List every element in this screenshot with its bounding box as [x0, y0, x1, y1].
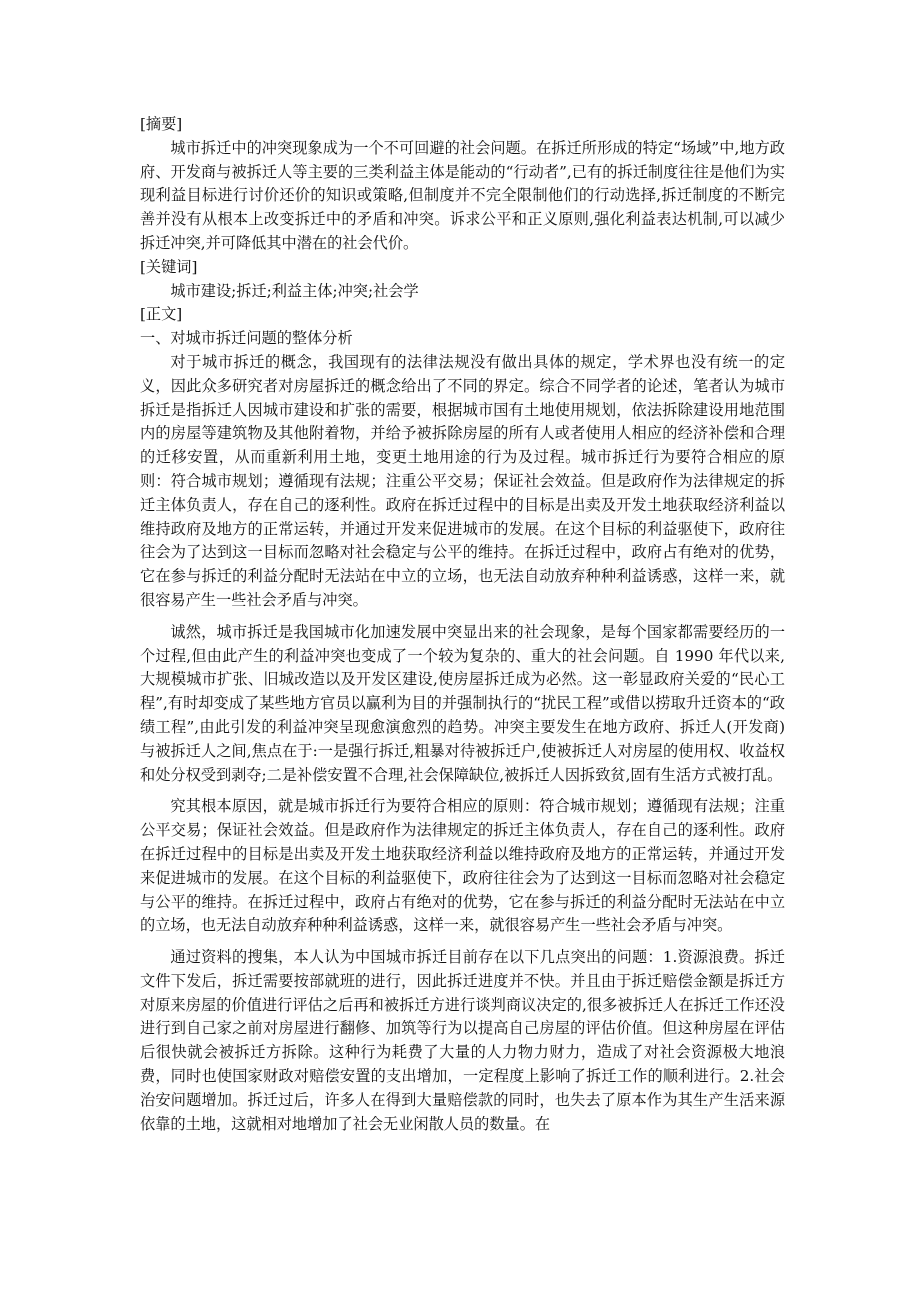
keywords-label: [关键词] [140, 257, 198, 276]
section-heading: 一、对城市拆迁问题的整体分析 [140, 329, 353, 348]
body-label: [正文] [140, 305, 183, 324]
abstract-text: 城市拆迁中的冲突现象成为一个不可回避的社会问题。在拆迁所形成的特定“场域”中,地方政府、开发商与被拆迁人等主要的三类利益主体是能动的“行动者”,已有的拆迁制度往往是他们为实现利益目标进行讨价还价的知识或策略,但制度并不完全限制他们的行动选择,拆迁制度的不断完善并没有从根本上改变拆迁中的矛盾和冲突。诉求公平和正义原则,强化利益表达机制,可以减少拆迁冲突,并可降低其中潜在的社会代价。 [140, 138, 785, 252]
document-page [140, 113, 785, 1136]
body-paragraph-2: 诚然，城市拆迁是我国城市化加速发展中突显出来的社会现象，是每个国家都需要经历的一个过程,但由此产生的利益冲突也变成了一个较为复杂的、重大的社会问题。自 1990 年代以来,大规模城市扩张、旧城改造以及开发区建设,使房屋拆迁成为必然。这一彰显政府关爱的“民心工程”,有时却变成了某些地方官员以赢利为目的并强制执行的“扰民工程”或借以捞取升迁资本的“政绩工程”,由此引发的利益冲突呈现愈演愈烈的趋势。冲突主要发生在地方政府、拆迁人(开发商)与被拆迁人之间,焦点在于:一是强行拆迁,粗暴对待被拆迁户,使被拆迁人对房屋的使用权、收益权和处分权受到剥夺;二是补偿安置不合理,社会保障缺位,被拆迁人因拆致贫,固有生活方式被打乱。 [140, 622, 785, 784]
abstract-label: [摘要] [140, 115, 183, 133]
body-paragraph-3: 究其根本原因，就是城市拆迁行为要符合相应的原则：符合城市规划；遵循现有法规；注重公平交易；保证社会效益。但是政府作为法律规定的拆迁主体负责人，存在自己的逐利性。政府在拆迁过程中的目标是出卖及开发土地获取经济利益以维持政府及地方的正常运转，并通过开发来促进城市的发展。在这个目标的利益驱使下，政府往往会为了达到这一目标而忽略对社会稳定与公平的维持。在拆迁过程中，政府占有绝对的优势，它在参与拆迁的利益分配时无法站在中立的立场，也无法自动放弃种种利益诱惑，这样一来，就很容易产生一些社会矛盾与冲突。 [140, 797, 785, 935]
body-paragraph-4: 通过资料的搜集，本人认为中国城市拆迁目前存在以下几点突出的问题：1.资源浪费。拆迁文件下发后，拆迁需要按部就班的进行，因此拆迁进度并不快。并且由于拆迁赔偿金额是拆迁方对原来房屋的价值进行评估之后再和被拆迁方进行谈判商议决定的,很多被拆迁人在拆迁工作还没进行到自己家之前对房屋进行翻修、加筑等行为以提高自己房屋的评估价值。但这种房屋在评估后很快就会被拆迁方拆除。这种行为耗费了大量的人力物力财力，造成了对社会资源极大地浪费，同时也使国家财政对赔偿安置的支出增加，一定程度上影响了拆迁工作的顺利进行。2.社会治安问题增加。拆迁过后，许多人在得到大量赔偿款的同时，也失去了原本作为其生产生活来源依靠的土地，这就相对地增加了社会无业闲散人员的数量。在 [140, 948, 785, 1133]
keywords-text: 城市建设;拆迁;利益主体;冲突;社会学 [170, 281, 419, 300]
body-paragraph-1: 对于城市拆迁的概念，我国现有的法律法规没有做出具体的规定，学术界也没有统一的定义，因此众多研究者对房屋拆迁的概念给出了不同的界定。综合不同学者的论述，笔者认为城市拆迁是指拆迁人因城市建设和扩张的需要，根据城市国有土地使用规划，依法拆除建设用地范围内的房屋等建筑物及其他附着物，并给予被拆除房屋的所有人或者使用人相应的经济补偿和合理的迁移安置，从而重新利用土地，变更土地用途的行为及过程。城市拆迁行为要符合相应的原则：符合城市规划；遵循现有法规；注重公平交易；保证社会效益。但是政府作为法律规定的拆迁主体负责人，存在自己的逐利性。政府在拆迁过程中的目标是出卖及开发土地获取经济利益以维持政府及地方的正常运转，并通过开发来促进城市的发展。在这个目标的利益驱使下，政府往往会为了达到这一目标而忽略对社会稳定与公平的维持。在拆迁过程中，政府占有绝对的优势，它在参与拆迁的利益分配时无法站在中立的立场，也无法自动放弃种种利益诱惑，这样一来，就很容易产生一些社会矛盾与冲突。 [140, 352, 785, 609]
